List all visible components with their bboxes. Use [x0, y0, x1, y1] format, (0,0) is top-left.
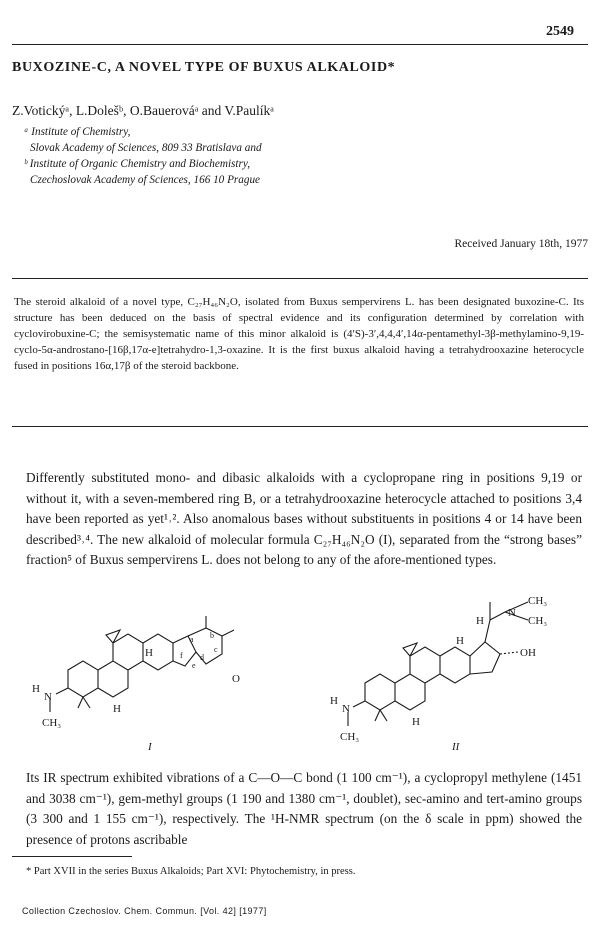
ring-label: b	[210, 631, 214, 640]
ring-e	[470, 642, 500, 674]
affiliations	[24, 124, 262, 188]
affiliation-line: Slovak Academy of Sciences, 809 33 Bratislava and	[30, 142, 262, 154]
body-paragraph	[26, 468, 582, 571]
ring-c	[113, 634, 143, 670]
side-chain	[485, 612, 505, 642]
footnote-rule	[12, 856, 132, 857]
ring-a	[365, 674, 395, 710]
paragraph-text: Differently substituted mono- and dibasic alkaloids with a cyclopropane ring in positions 9,19 or without it, with a seven-membered ring B, or a tetrahydrooxazine heterocycle attached to positions 3,4 have been reported as yet¹˒². Also anomalous bases without substituents in positions 4 or 14 have been described³˒⁴. The new alkaloid of molecular formula C₂₇H₄₆N₂O (I), separated from the “strong bases” fraction⁵ of Buxus sempervirens L. does not belong to any of the afore-mentioned types.	[26, 470, 582, 567]
nh-bond	[56, 688, 68, 694]
atom-label: H	[32, 683, 40, 695]
abstract-rule-top	[12, 278, 588, 279]
atom-label: H	[113, 703, 121, 715]
affiliation-line: ᵃ Institute of Chemistry,	[24, 126, 131, 138]
atom-label: H	[476, 615, 484, 627]
structure-label-I: I	[148, 741, 152, 753]
ring-label: f	[180, 651, 183, 660]
atom-label: O	[232, 673, 240, 685]
ring-b	[98, 661, 128, 697]
affiliation-line: ᵇ Institute of Organic Chemistry and Biochemistry,	[24, 158, 251, 170]
cyclopropane	[403, 643, 417, 656]
atom-label: OH	[520, 647, 536, 659]
chemical-structures	[20, 580, 585, 760]
gem-dimethyl	[78, 697, 90, 708]
atom-label: CH₃	[528, 595, 548, 607]
atom-label: N	[508, 607, 516, 619]
abstract-rule-bottom	[12, 426, 588, 427]
journal-footer: Collection Czechoslov. Chem. Commun. [Vol. 42] [1977]	[22, 906, 267, 916]
structure-label-II: II	[452, 741, 460, 753]
header-rule	[12, 44, 588, 45]
ring-a	[68, 661, 98, 697]
atom-label: H	[456, 635, 464, 647]
ring-b	[395, 674, 425, 710]
footnote: * Part XVII in the series Buxus Alkaloids; Part XVI: Phytochemistry, in press.	[26, 866, 356, 877]
atom-label: N	[342, 703, 350, 715]
atom-label: H	[412, 716, 420, 728]
atom-label: CH₃	[42, 717, 62, 729]
structure-II	[348, 602, 528, 726]
oh-bond	[500, 652, 518, 654]
atom-label: H	[145, 647, 153, 659]
ring-c	[410, 647, 440, 683]
paragraph-text: Its IR spectrum exhibited vibrations of a C—O—C bond (1 100 cm⁻¹), a cyclopropyl methylene (1451 and 3038 cm⁻¹), gem-methyl groups (1 190 and 1380 cm⁻¹, doublet), sec-amino and tert-amino groups (3 300 and 1 155 cm⁻¹), respectively. The ¹H-NMR spectrum (on the δ scale in ppm) showed the presence of protons ascribable	[26, 770, 582, 847]
nh-bond	[353, 701, 365, 707]
page-number: 2549	[546, 24, 574, 39]
author-list: Z.Votickýᵃ, L.Dolešᵇ, O.Bauerováᵃ and V.Paulíkᵃ	[12, 103, 274, 118]
body-paragraph	[26, 768, 582, 850]
ring-label: a	[190, 635, 194, 644]
atom-label: N	[44, 691, 52, 703]
received-date: Received January 18th, 1977	[454, 238, 588, 250]
cyclopropane	[106, 630, 120, 643]
gem-dimethyl	[375, 710, 387, 721]
article-title: BUXOZINE-C, A NOVEL TYPE OF BUXUS ALKALOID*	[12, 60, 396, 75]
affiliation-line: Czechoslovak Academy of Sciences, 166 10 Prague	[30, 174, 261, 186]
ring-label: c	[214, 645, 218, 654]
abstract-text: The steroid alkaloid of a novel type, C₂₇H₄₆N₂O, isolated from Buxus sempervirens L. has been designated buxozine-C. Its structure has been deduced on the basis of spectral evidence and its configuration determined by correlation with cyclovirobuxine-C; the semisystematic name of this minor alkaloid is (4′S)-3′,4,4,4′,14α-pentamethyl-3β-methylamino-9,19-cyclo-5α-androstano-[16β,17α-e]tetrahydro-1,3-oxazine. It is the first buxus alkaloid having a tetrahydrooxazine heterocycle fused in positions 16α,17β of the steroid backbone.	[14, 296, 584, 372]
atom-label: CH₃	[528, 615, 548, 627]
ring-label: d	[200, 653, 204, 662]
atom-label: H	[330, 695, 338, 707]
ring-label: e	[192, 661, 196, 670]
structure-I	[50, 616, 234, 712]
atom-label: CH₃	[340, 731, 360, 743]
abstract	[14, 294, 584, 374]
ring-d	[440, 647, 470, 683]
